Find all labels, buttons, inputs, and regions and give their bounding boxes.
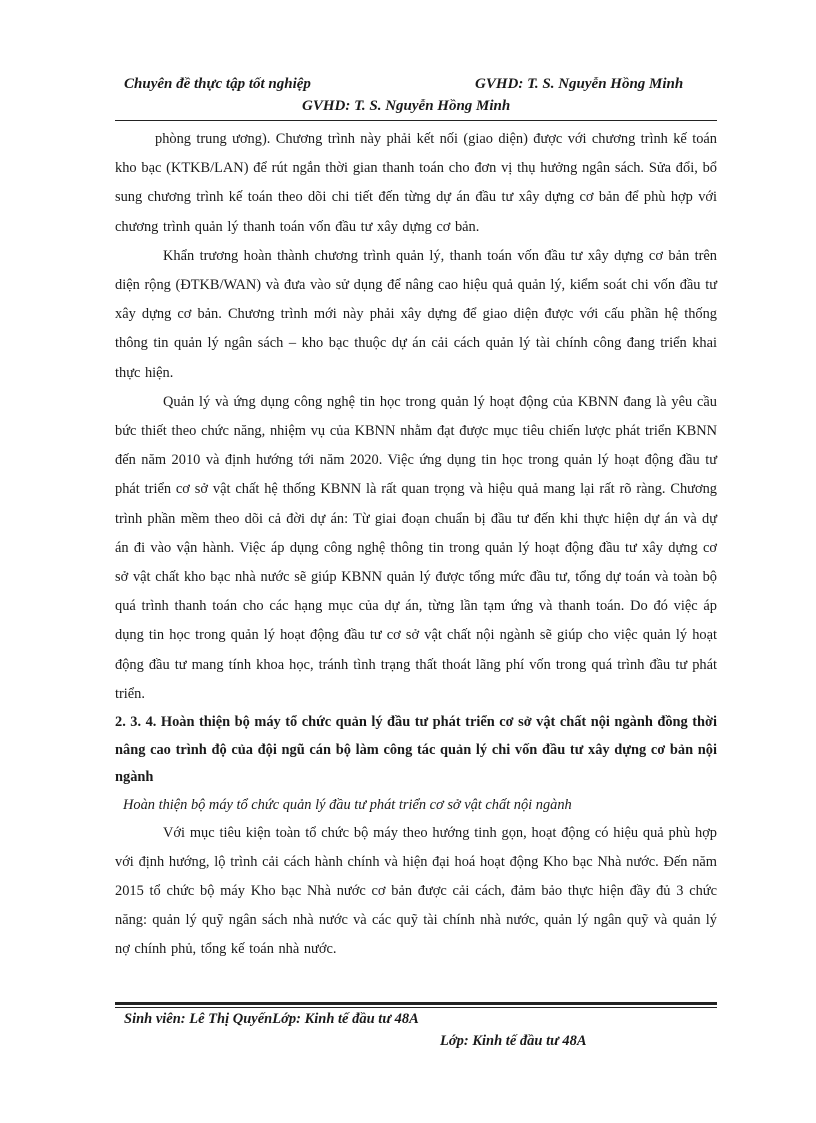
paragraph: Khẩn trương hoàn thành chương trình quản lý, thanh toán vốn đầu tư xây dựng cơ bản trên diện rộng (ĐTKB/WAN) và đưa vào sử dụng để nâng cao hiệu quả quản lý, kiểm soát chi vốn đầu tư xây dựng cơ bản. Chương trình mới này phải xây dựng để giao diện được với cấu phần hệ thống thông tin quản lý ngân sách – kho bạc thuộc dự án cải cách quản lý tài chính công đang triển khai thực hiện. [115,247,717,381]
paragraph: Với mục tiêu kiện toàn tổ chức bộ máy theo hướng tinh gọn, hoạt động có hiệu quả phù hợp với định hướng, lộ trình cải cách hành chính và hiện đại hoá hoạt động Kho bạc Nhà nước. Đến năm 2015 tổ chức bộ máy Kho bạc Nhà nước cơ bản được cải cách, đảm bảo thực hiện đầy đủ 3 chức năng: quản lý quỹ ngân sách nhà nước và các quỹ tài chính nhà nước, quản lý ngân quỹ và quản lý nợ chính phủ, tổng kế toán nhà nước. [115,824,717,958]
subheading: Hoàn thiện bộ máy tổ chức quản lý đầu tư phát triển cơ sở vật chất nội ngành [123,796,572,813]
paragraph: Quản lý và ứng dụng công nghệ tin học trong quản lý hoạt động của KBNN đang là yêu cầu bức thiết theo chức năng, nhiệm vụ của KBNN nhằm đạt được mục tiêu chiến lược phát triển KBNN đến năm 2010 và định hướng tới năm 2020. Việc ứng dụng tin học trong quản lý hoạt động đầu tư phát triển cơ sở vật chất hệ thống KBNN là rất quan trọng và hiệu quả mang lại rất rõ ràng. Chương trình phần mềm theo dõi cả đời dự án: Từ giai đoạn chuẩn bị đầu tư đến khi thực hiện dự án và dự án đi vào vận hành. Việc áp dụng công nghệ thông tin trong quản lý hoạt động đầu tư xây dựng cơ sở vật chất kho bạc nhà nước sẽ giúp KBNN quản lý được tổng mức đầu tư, tổng dự toán và toàn bộ quá trình thanh toán cho các hạng mục của dự án, từng lần tạm ứng và thanh toán. Do đó việc áp dụng tin học trong quản lý hoạt động đầu tư cơ sở vật chất nội ngành sẽ giúp cho việc quản lý hoạt động đầu tư mang tính khoa học, tránh tình trạng thất thoát lãng phí vốn trong quá trình đầu tư phát triển. [115,393,717,702]
header-topic: Chuyên đề thực tập tốt nghiệp [124,76,311,92]
section-heading: 2. 3. 4. Hoàn thiện bộ máy tổ chức quản lý đầu tư phát triển cơ sở vật chất nội ngành đồng thời nâng cao trình độ của đội ngũ cán bộ làm công tác quản lý chi vốn đầu tư xây dựng cơ bản nội ngành [115,714,717,786]
footer-student: Sinh viên: Lê Thị QuyếnLớp: Kinh tế đầu tư 48A [124,1011,419,1027]
header-advisor: GVHD: T. S. Nguyễn Hồng Minh [475,76,684,92]
footer-class: Lớp: Kinh tế đầu tư 48A [440,1033,587,1049]
header-advisor-repeat: GVHD: T. S. Nguyễn Hồng Minh [302,98,511,114]
header-rule [115,120,717,121]
footer-rule [115,1002,717,1008]
paragraph: phòng trung ương). Chương trình này phải kết nối (giao diện) được với chương trình kế toán kho bạc (KTKB/LAN) để rút ngắn thời gian thanh toán cho đơn vị thụ hưởng ngân sách. Sửa đổi, bổ sung chương trình kế toán theo dõi chi tiết đến từng dự án đầu tư xây dựng cơ bản để phù hợp với chương trình quản lý thanh toán vốn đầu tư xây dựng cơ bản. [115,131,717,235]
document-body [115,125,717,965]
